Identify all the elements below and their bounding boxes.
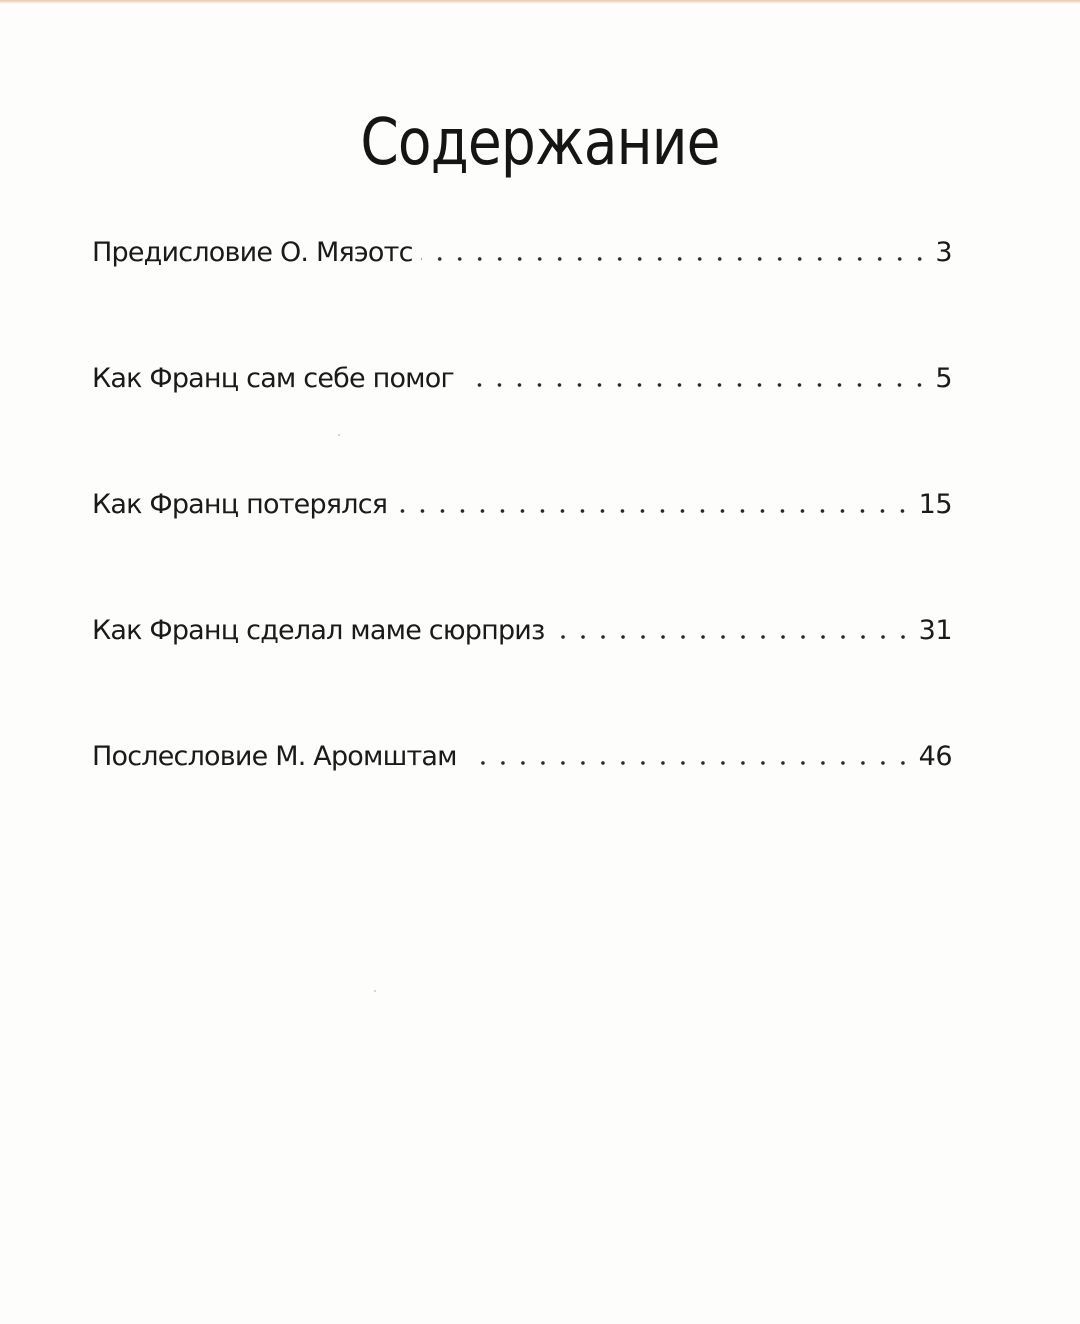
toc-entry-story-2[interactable] (92, 474, 952, 518)
toc-entry-story-3[interactable] (92, 600, 952, 644)
dot-leader (395, 508, 912, 514)
toc-entry-title: Как Франц потерялся (92, 489, 388, 520)
paper-speck (338, 434, 340, 436)
paper-speck (374, 990, 376, 992)
dot-leader (553, 634, 913, 640)
toc-entry-page: 31 (918, 615, 952, 646)
toc-entry-page: 3 (935, 237, 952, 268)
toc-entry-title: Послесловие М. Аромштам (92, 741, 457, 772)
dot-leader (462, 382, 929, 388)
toc-entry-page: 5 (935, 363, 952, 394)
page-title: Содержание (360, 105, 720, 180)
dot-leader (421, 256, 930, 262)
toc-entry-title: Предисловие О. Мяэотс (92, 237, 413, 268)
toc-entry-afterword[interactable] (92, 726, 952, 770)
toc-entry-story-1[interactable] (92, 348, 952, 392)
toc-entry-page: 15 (918, 489, 952, 520)
table-of-contents (92, 0, 952, 1324)
toc-entry-page: 46 (918, 741, 952, 772)
toc-entry-title: Как Франц сделал маме сюрприз (92, 615, 545, 646)
toc-entry-title: Как Франц сам себе помог (92, 363, 454, 394)
dot-leader (465, 760, 913, 766)
toc-entry-preface[interactable] (92, 222, 952, 266)
